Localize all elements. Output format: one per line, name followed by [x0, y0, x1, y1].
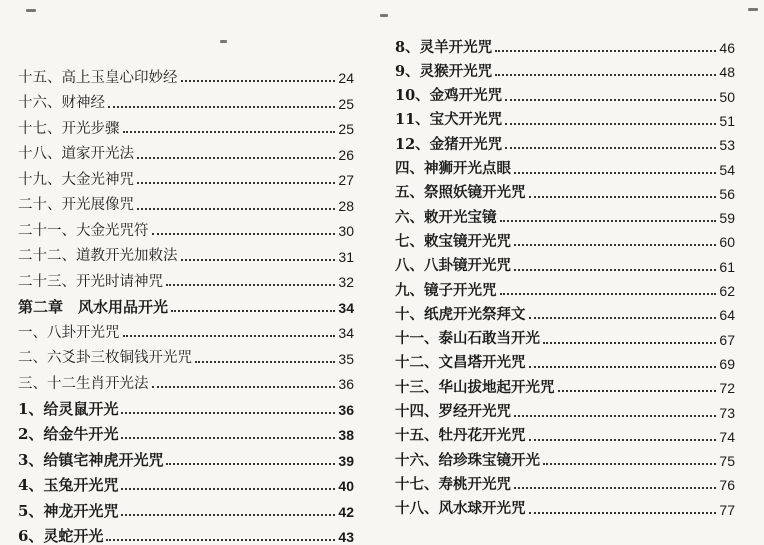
toc-entry-page-number: 35 — [338, 350, 354, 367]
dot-leader — [500, 220, 717, 222]
toc-entry — [395, 106, 735, 128]
dot-leader — [137, 208, 335, 210]
toc-entry-title: 四、神狮开光点眼 — [395, 160, 511, 177]
toc-entry-title: 十二、文昌塔开光咒 — [395, 354, 526, 372]
toc-entry — [18, 395, 354, 417]
toc-entry-page-number: 54 — [719, 161, 735, 178]
dot-leader — [543, 342, 716, 344]
dot-leader — [505, 147, 716, 149]
toc-entry-page-number: 69 — [719, 355, 735, 372]
dot-leader — [514, 244, 716, 246]
dot-leader — [500, 293, 717, 295]
toc-entry-page-number: 50 — [719, 88, 735, 105]
toc-entry — [395, 422, 735, 444]
toc-entry — [18, 242, 354, 264]
dot-leader — [123, 335, 336, 337]
toc-entry-page-number: 38 — [338, 427, 354, 443]
toc-entry-title: 七、敕宝镜开光咒 — [395, 232, 511, 250]
toc-entry-title: 一、八卦开光咒 — [18, 324, 120, 341]
toc-entry — [395, 495, 735, 517]
toc-entry — [395, 349, 735, 371]
scan-mark — [26, 9, 36, 12]
dot-leader — [181, 80, 336, 82]
toc-entry-title: 十、纸虎开光祭拜文 — [395, 305, 526, 323]
scan-mark — [220, 40, 227, 43]
toc-entry-page-number: 34 — [338, 299, 354, 316]
toc-entry — [395, 398, 735, 420]
scan-mark — [748, 8, 758, 11]
toc-entry — [18, 63, 354, 85]
toc-entry-page-number: 73 — [719, 404, 735, 421]
toc-entry-page-number: 26 — [338, 146, 354, 163]
toc-entry-page-number: 28 — [338, 197, 354, 214]
toc-entry-page-number: 32 — [338, 274, 354, 290]
dot-leader — [558, 390, 717, 392]
toc-entry-page-number: 36 — [338, 376, 354, 392]
dot-leader — [514, 415, 716, 417]
toc-entry-title: 二、六爻卦三枚铜钱开光咒 — [18, 350, 192, 366]
toc-entry-title: 十四、罗经开光咒 — [395, 403, 511, 420]
toc-entry-title: 二十、开光展像咒 — [18, 197, 134, 213]
toc-entry — [18, 89, 354, 111]
dot-leader — [529, 512, 717, 514]
toc-entry — [18, 293, 354, 315]
dot-leader — [166, 463, 335, 465]
toc-entry-page-number: 56 — [719, 185, 735, 202]
toc-entry — [395, 179, 735, 201]
toc-entry — [395, 252, 735, 274]
toc-entry-title: 10、金鸡开光咒 — [395, 87, 503, 105]
toc-entry — [18, 114, 354, 136]
toc-entry-title: 十六、给珍珠宝镜开光 — [395, 451, 540, 469]
dot-leader — [152, 233, 336, 235]
toc-entry — [395, 470, 735, 492]
toc-entry-page-number: 60 — [719, 234, 735, 251]
toc-entry-title: 8、灵羊开光咒 — [395, 38, 493, 56]
dot-leader — [137, 157, 335, 159]
toc-entry-page-number: 62 — [719, 283, 735, 299]
dot-leader — [543, 463, 716, 465]
toc-entry-page-number: 48 — [719, 64, 735, 81]
dot-leader — [514, 172, 716, 174]
toc-entry-title: 二十一、大金光咒符 — [18, 222, 149, 239]
dot-leader — [121, 488, 335, 490]
toc-entry-title: 5、神龙开光咒 — [18, 501, 119, 520]
toc-entry-page-number: 25 — [338, 121, 354, 137]
toc-entry — [395, 33, 735, 55]
dot-leader — [137, 182, 335, 184]
toc-entry-page-number: 76 — [719, 477, 735, 494]
toc-entry-page-number: 24 — [338, 70, 354, 86]
toc-entry-title: 二十三、开光时请神咒 — [18, 273, 163, 290]
toc-entry-title: 1、给灵鼠开光 — [18, 399, 119, 418]
dot-leader — [121, 437, 335, 439]
dot-leader — [505, 99, 716, 101]
toc-right-column — [395, 0, 735, 541]
dot-leader — [108, 106, 335, 108]
toc-entry-title: 9、灵猴开光咒 — [395, 62, 493, 80]
toc-entry-page-number: 40 — [338, 478, 354, 494]
toc-entry-title: 十八、风水球开光咒 — [395, 500, 526, 518]
toc-entry — [18, 446, 354, 468]
toc-entry-page-number: 77 — [719, 501, 735, 518]
toc-entry — [395, 203, 735, 225]
toc-entry — [395, 82, 735, 104]
toc-entry-title: 十五、高上玉皇心印妙经 — [18, 69, 178, 86]
dot-leader — [195, 361, 335, 363]
toc-entry — [18, 318, 354, 340]
toc-entry-title: 九、镜子开光咒 — [395, 281, 497, 299]
dot-leader — [529, 196, 717, 198]
toc-entry-title: 十八、道家开光法 — [18, 146, 134, 162]
toc-entry — [18, 369, 354, 391]
toc-entry — [18, 420, 354, 442]
toc-entry-title: 十七、开光步骤 — [18, 120, 120, 137]
dot-leader — [529, 439, 717, 441]
toc-entry-page-number: 43 — [338, 529, 354, 545]
toc-entry-page-number: 64 — [719, 307, 735, 324]
toc-left-column — [18, 0, 354, 545]
toc-entry — [18, 471, 354, 493]
toc-entry-title: 第二章 风水用品开光 — [18, 297, 169, 316]
toc-entry-page-number: 34 — [338, 325, 354, 341]
toc-entry-title: 12、金猪开光咒 — [395, 135, 503, 153]
dot-leader — [514, 269, 716, 271]
toc-entry-page-number: 51 — [719, 112, 735, 129]
toc-entry-page-number: 31 — [338, 248, 354, 265]
toc-entry-title: 二十二、道教开光加敕法 — [18, 248, 178, 264]
toc-entry-title: 4、玉兔开光咒 — [18, 476, 119, 494]
toc-entry-title: 3、给镇宅神虎开光咒 — [18, 450, 164, 469]
dot-leader — [121, 412, 335, 414]
toc-entry — [395, 155, 735, 177]
dot-leader — [152, 386, 336, 388]
toc-entry-page-number: 67 — [719, 331, 735, 348]
toc-entry-page-number: 72 — [719, 380, 735, 397]
toc-entry-page-number: 39 — [338, 452, 354, 469]
toc-entry-page-number: 59 — [719, 210, 735, 227]
dot-leader — [514, 487, 716, 489]
toc-entry-page-number: 42 — [338, 503, 354, 520]
toc-entry — [395, 325, 735, 347]
dot-leader — [529, 366, 717, 368]
toc-entry — [18, 344, 354, 366]
toc-entry-title: 三、十二生肖开光法 — [18, 375, 149, 392]
toc-entry-page-number: 74 — [719, 428, 735, 445]
toc-entry-title: 11、宝犬开光咒 — [395, 111, 503, 129]
dot-leader — [166, 284, 335, 286]
dot-leader — [171, 310, 335, 312]
toc-entry — [18, 140, 354, 162]
dot-leader — [495, 74, 716, 76]
toc-entry-page-number: 53 — [719, 137, 735, 154]
scan-mark — [380, 14, 388, 17]
toc-entry-title: 十三、华山拔地起开光咒 — [395, 378, 555, 396]
toc-entry — [18, 165, 354, 187]
toc-entry — [395, 373, 735, 395]
toc-entry — [395, 130, 735, 152]
toc-entry-page-number: 75 — [719, 453, 735, 470]
toc-entry — [395, 276, 735, 298]
toc-entry-page-number: 25 — [338, 95, 354, 112]
toc-entry — [395, 227, 735, 249]
toc-entry-title: 十七、寿桃开光咒 — [395, 475, 511, 493]
dot-leader — [529, 317, 717, 319]
toc-entry-title: 六、敕开光宝镜 — [395, 208, 497, 226]
toc-entry-page-number: 46 — [719, 40, 735, 56]
toc-entry-page-number: 30 — [338, 223, 354, 239]
dot-leader — [505, 123, 716, 125]
toc-entry-title: 十六、财神经 — [18, 95, 105, 111]
toc-entry — [395, 446, 735, 468]
toc-entry — [18, 267, 354, 289]
toc-entry-title: 2、给金牛开光 — [18, 425, 119, 443]
toc-entry — [18, 191, 354, 213]
dot-leader — [123, 131, 336, 133]
toc-entry-page-number: 36 — [338, 401, 354, 418]
toc-entry — [395, 300, 735, 322]
toc-entry-title: 十一、泰山石敢当开光 — [395, 330, 540, 348]
dot-leader — [181, 259, 336, 261]
toc-entry — [395, 57, 735, 79]
toc-entry-title: 八、八卦镜开光咒 — [395, 257, 511, 275]
toc-entry-title: 十五、牡丹花开光咒 — [395, 427, 526, 445]
toc-entry-title: 五、祭照妖镜开光咒 — [395, 184, 526, 202]
toc-entry-title: 6、灵蛇开光 — [18, 527, 104, 545]
toc-entry — [18, 216, 354, 238]
toc-entry — [18, 497, 354, 519]
dot-leader — [495, 50, 716, 52]
toc-entry-page-number: 27 — [338, 172, 354, 188]
toc-entry-title: 十九、大金光神咒 — [18, 171, 134, 188]
dot-leader — [121, 514, 335, 516]
toc-entry-page-number: 61 — [719, 258, 735, 275]
